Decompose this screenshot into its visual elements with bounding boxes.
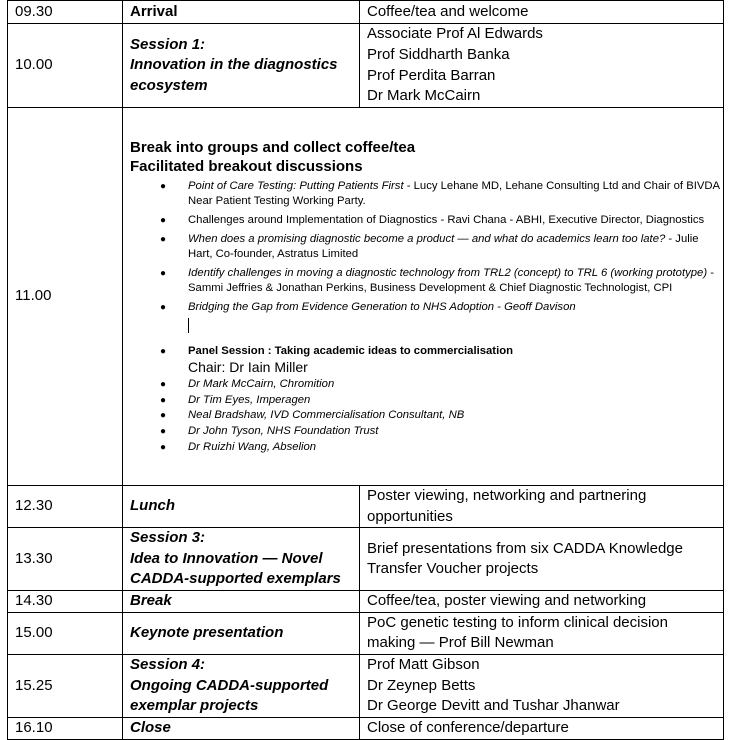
description-cell: Close of conference/departure (360, 717, 724, 739)
breakout-item (130, 232, 723, 263)
breakout-item (130, 213, 723, 229)
session-line: exemplar projects (130, 697, 259, 715)
bullet-icon: ● (160, 301, 167, 313)
breakout-subheading: Facilitated breakout discussions (130, 157, 363, 175)
session-line: Session 3: (130, 529, 206, 547)
description-line: Transfer Voucher projects (367, 560, 539, 578)
breakout-item-speaker: - Julie Hart, Co-founder, Astratus Limited (188, 232, 699, 261)
agenda-row (8, 486, 724, 528)
bullet-icon: ● (160, 346, 167, 358)
bullet-icon: ● (160, 426, 167, 438)
time-cell: 10.00 (8, 24, 123, 108)
breakout-item-speaker: - Lucy Lehane MD, Lehane Consulting Ltd and Chair of BIVDA Near Patient Testing Working Party. (188, 179, 720, 208)
agenda-row (8, 654, 724, 717)
agenda-row (8, 591, 724, 613)
breakout-item (130, 266, 723, 297)
session-line: Session 4: (130, 656, 206, 674)
description-cell (360, 612, 724, 654)
session-line: CADDA-supported exemplars (130, 570, 341, 588)
description-cell (360, 654, 724, 717)
panel-member-name: Dr John Tyson, NHS Foundation Trust (188, 425, 379, 438)
session-line: Idea to Innovation — Novel (130, 549, 323, 567)
time-cell: 13.30 (8, 528, 123, 591)
panel-chair: Chair: Dr Iain Miller (188, 358, 308, 375)
bullet-icon: ● (160, 233, 167, 245)
speaker: Dr George Devitt and Tushar Jhanwar (367, 697, 620, 715)
speaker: Associate Prof Al Edwards (367, 25, 543, 43)
speaker: Prof Perdita Barran (367, 66, 496, 84)
panel-member (130, 424, 723, 440)
session-line: Ongoing CADDA-supported (130, 676, 329, 694)
speaker: Dr Zeynep Betts (367, 676, 476, 694)
breakout-item-speaker: - Sammi Jeffries & Jonathan Perkins, Business Development & Chief Diagnostic Technologist, CPI (188, 266, 714, 295)
panel-member (130, 393, 723, 409)
panel-member-name: Dr Ruizhi Wang, Abselion (188, 440, 317, 453)
breakout-item-title: Bridging the Gap from Evidence Generation to NHS Adoption - Geoff Davison (188, 300, 576, 313)
session-cell: Close (123, 717, 360, 739)
bullet-icon: ● (160, 394, 167, 406)
breakout-item-title: Point of Care Testing: Putting Patients First (188, 179, 404, 192)
agenda-row (8, 528, 724, 591)
time-cell: 12.30 (8, 486, 123, 528)
bullet-icon: ● (160, 267, 167, 279)
description-cell (360, 486, 724, 528)
session-cell: Lunch (123, 486, 360, 528)
session-cell: Arrival (123, 1, 360, 24)
agenda-row (8, 612, 724, 654)
session-line: ecosystem (130, 76, 208, 94)
agenda-row (8, 108, 724, 486)
session-cell (123, 654, 360, 717)
bullet-icon: ● (160, 180, 167, 192)
panel-member-name: Neal Bradshaw, IVD Commercialisation Consultant, NB (188, 409, 465, 422)
breakout-list (130, 179, 723, 456)
panel-title: Panel Session : Taking academic ideas to commercialisation (188, 345, 514, 358)
breakout-item (130, 300, 723, 341)
agenda-row (8, 24, 724, 108)
panel-member-name: Dr Mark McCairn, Chromition (188, 378, 335, 391)
panel-member (130, 408, 723, 424)
session-cell: Keynote presentation (123, 612, 360, 654)
session-cell (123, 528, 360, 591)
breakout-item-title: Identify challenges in moving a diagnostic technology from TRL2 (concept) to TRL 6 (working prototype) (188, 266, 708, 279)
breakout-heading: Break into groups and collect coffee/tea (130, 138, 416, 156)
bullet-icon: ● (160, 379, 167, 391)
bullet-icon: ● (160, 441, 167, 453)
description-cell: Coffee/tea and welcome (360, 1, 724, 24)
panel-member (130, 377, 723, 393)
agenda-table (7, 0, 724, 740)
breakout-item-title: When does a promising diagnostic become a product — and what do academics learn too late? (188, 232, 666, 245)
time-cell: 11.00 (8, 108, 123, 486)
panel-item (130, 344, 723, 377)
time-cell: 15.25 (8, 654, 123, 717)
time-cell: 09.30 (8, 1, 123, 24)
time-cell: 16.10 (8, 717, 123, 739)
session-line: Innovation in the diagnostics (130, 56, 338, 74)
time-cell: 15.00 (8, 612, 123, 654)
session-line: Session 1: (130, 35, 206, 53)
bullet-icon: ● (160, 214, 167, 226)
agenda-row (8, 717, 724, 739)
text-cursor (188, 318, 189, 333)
session-cell: Break (123, 591, 360, 613)
speaker: Prof Matt Gibson (367, 656, 480, 674)
bullet-icon: ● (160, 410, 167, 422)
description-cell (360, 528, 724, 591)
description-cell (360, 24, 724, 108)
description-line: Brief presentations from six CADDA Knowledge (367, 539, 683, 557)
agenda-row (8, 1, 724, 24)
time-cell: 14.30 (8, 591, 123, 613)
breakout-item-speaker: Challenges around Implementation of Diagnostics - Ravi Chana - ABHI, Executive Director, Diagnostics (188, 213, 705, 226)
breakout-cell (123, 108, 724, 486)
description-line: PoC genetic testing to inform clinical decision (367, 613, 668, 631)
panel-member (130, 440, 723, 456)
speaker: Dr Mark McCairn (367, 87, 481, 105)
session-cell (123, 24, 360, 108)
description-cell: Coffee/tea, poster viewing and networking (360, 591, 724, 613)
description-line: Poster viewing, networking and partnering (367, 487, 647, 504)
speaker: Prof Siddharth Banka (367, 45, 510, 63)
description-line: making — Prof Bill Newman (367, 634, 554, 652)
description-line: opportunities (367, 507, 453, 525)
panel-member-name: Dr Tim Eyes, Imperagen (188, 393, 311, 406)
breakout-item (130, 179, 723, 210)
